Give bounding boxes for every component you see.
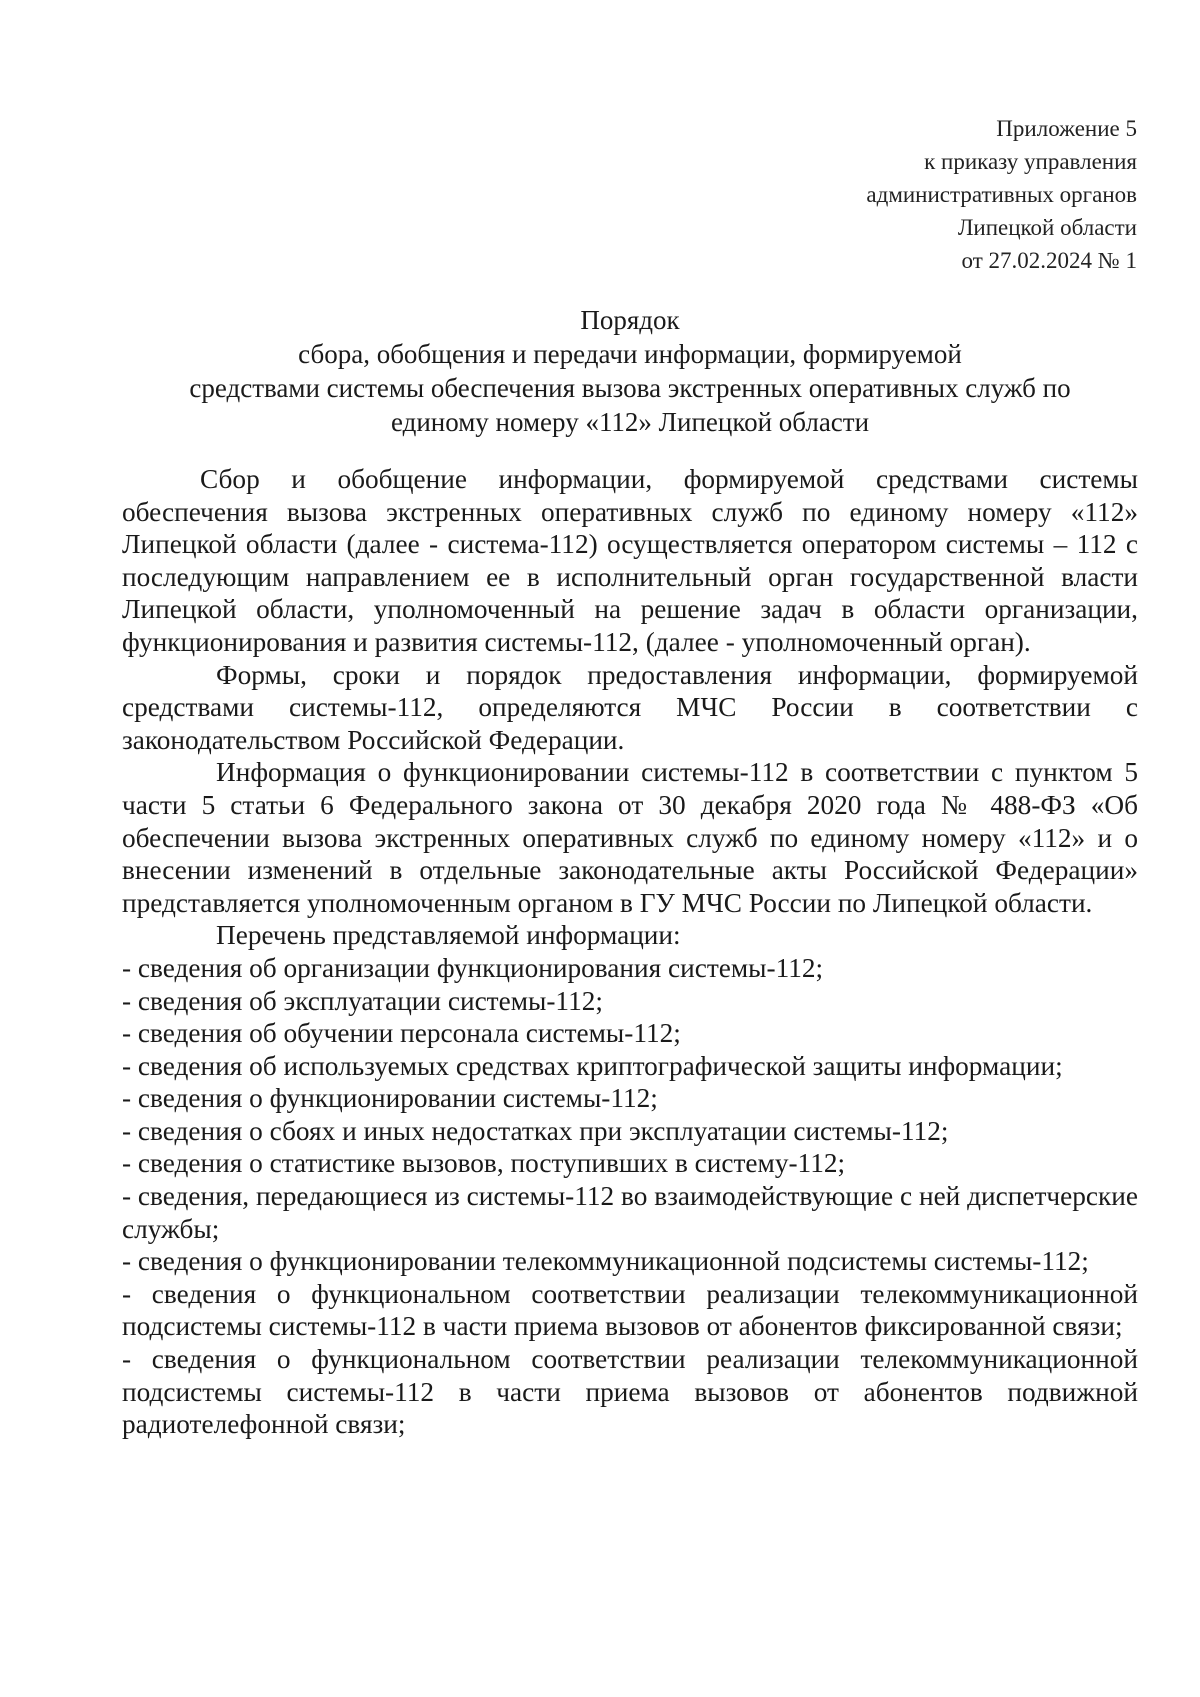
appendix-date-line: от 27.02.2024 № 1: [961, 248, 1137, 273]
list-item: - сведения, передающиеся из системы-112 во взаимодействующие с ней диспетчерские службы;: [122, 1181, 1138, 1244]
document-title: [120, 303, 1140, 439]
appendix-line: административных органов: [866, 182, 1137, 207]
list-item: - сведения об организации функционирования системы-112;: [122, 952, 824, 983]
appendix-line: Приложение 5: [996, 116, 1137, 141]
title-line: сбора, обобщения и передачи информации, формируемой: [298, 339, 962, 369]
paragraph: Сбор и обобщение информации, формируемой средствами системы обеспечения вызова экстренных оперативных служб по единому номеру «112» Липецкой области (далее - система-112) осуществляется оператором системы – 112 с последующим направлением ее в исполнительный орган государственной власти Липецкой области, уполномоченный на решение задач в области организации, функционирования и развития системы-112, (далее - уполномоченный орган).: [122, 464, 1138, 657]
document-body: [122, 463, 1138, 1441]
title-line: средствами системы обеспечения вызова экстренных оперативных служб по: [189, 373, 1071, 403]
list-item: - сведения о функциональном соответствии реализации телекоммуникационной подсистемы системы-112 в части приема вызовов от абонентов фиксированной связи;: [122, 1278, 1138, 1342]
list-item: - сведения о сбоях и иных недостатках при эксплуатации системы-112;: [122, 1115, 949, 1146]
list-item: - сведения об используемых средствах криптографической защиты информации;: [122, 1050, 1063, 1081]
list-item: - сведения об эксплуатации системы-112;: [122, 985, 603, 1016]
title-line: единому номеру «112» Липецкой области: [390, 407, 870, 437]
paragraph: Информация о функционировании системы-112 в соответствии с пунктом 5 части 5 статьи 6 Федерального закона от 30 декабря 2020 года № 488-ФЗ «Об обеспечении вызова экстренных оперативных служб по единому номеру «112» и о внесении изменений в отдельные законодательные акты Российской Федерации» представляется уполномоченным органом в ГУ МЧС России по Липецкой области.: [122, 757, 1138, 918]
title-line: Порядок: [580, 305, 680, 335]
list-intro: Перечень представляемой информации:: [216, 920, 681, 951]
appendix-header: [866, 112, 1137, 277]
appendix-line: к приказу управления: [924, 149, 1137, 174]
list-item: - сведения о функционировании телекоммуникационной подсистемы системы-112;: [122, 1246, 1089, 1277]
list-item: - сведения о функционировании системы-112;: [122, 1083, 658, 1114]
appendix-line: Липецкой области: [957, 215, 1137, 240]
info-list: [122, 952, 1138, 1441]
list-item: - сведения об обучении персонала системы-112;: [122, 1018, 681, 1049]
list-item: - сведения о функциональном соответствии реализации телекоммуникационной подсистемы системы-112 в части приема вызовов от абонентов подвижной радиотелефонной связи;: [122, 1344, 1138, 1440]
list-item: - сведения о статистике вызовов, поступивших в систему-112;: [122, 1148, 846, 1179]
paragraph: Формы, сроки и порядок предоставления информации, формируемой средствами системы-112, определяются МЧС России в соответствии с законодательством Российской Федерации.: [122, 659, 1138, 755]
